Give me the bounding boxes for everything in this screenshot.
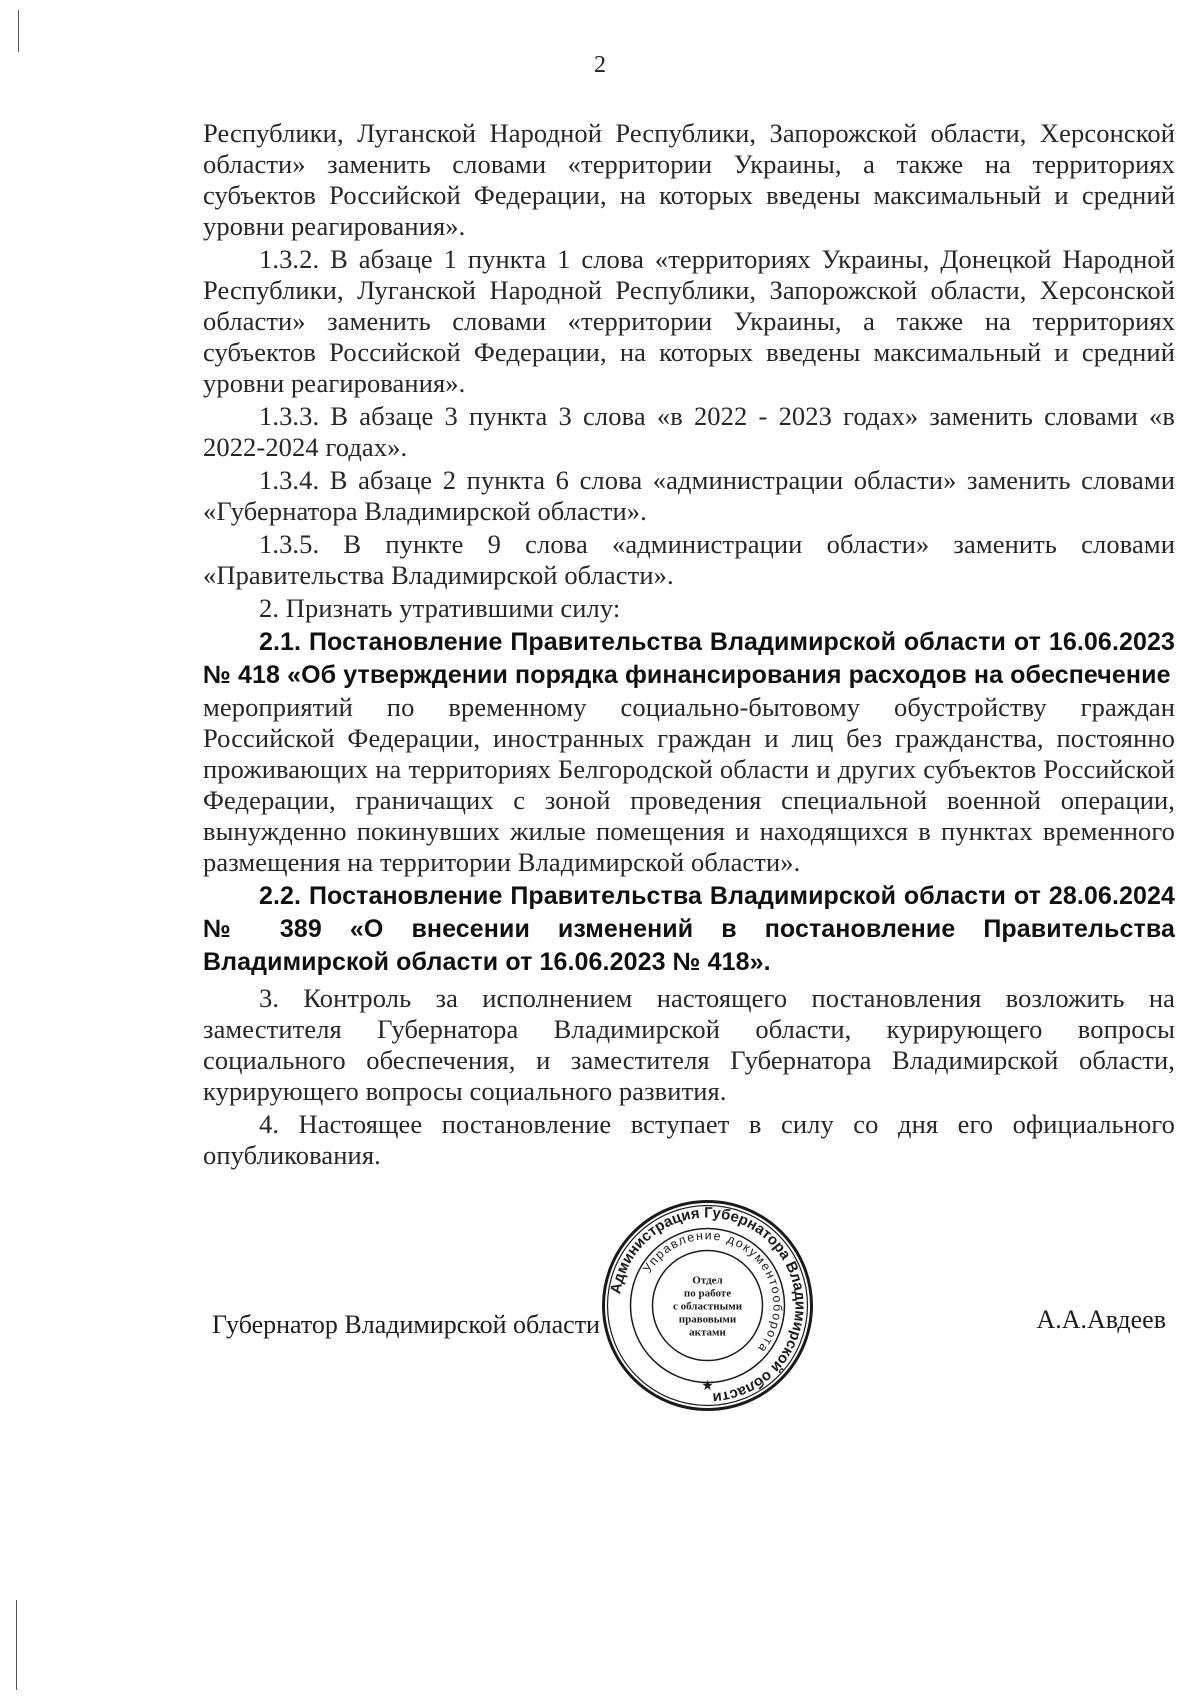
paragraph: мероприятий по временному социально-бытовому обустройству граждан Российской Федерации, иностранных граждан и лиц без гражданства, постоянно проживающих на территориях Белгородской области и других субъектов Российской Федерации, граничащих с зоной проведения специальной военной операции, вынужденно покинувших жилые помещения и находящихся в пунктах временного размещения на территории Владимирской области». bbox=[203, 692, 1175, 877]
stamp-outer-text: Администрация Губернатора Владимирской области bbox=[607, 1204, 809, 1407]
signature-name: А.А.Авдеев bbox=[1036, 1305, 1166, 1334]
stamp-center-line: правовыми bbox=[678, 1313, 737, 1326]
stamp-center-line: Отдел bbox=[692, 1274, 723, 1287]
signature-title: Губернатор Владимирской области bbox=[212, 1310, 600, 1339]
page-number: 2 bbox=[594, 52, 606, 78]
paragraph: 3. Контроль за исполнением настоящего постановления возложить на заместителя Губернатора Владимирской области, курирующего вопросы социального обеспечения, и заместителя Губернатора Владимирской области, курирующего вопросы социального развития. bbox=[203, 983, 1175, 1106]
official-stamp bbox=[600, 1198, 815, 1413]
bold-paragraph: 2.2. Постановление Правительства Владимирской области от 28.06.2024 № 389 «О внесении изменений в постановление Правительства Владимирской области от 16.06.2023 № 418». bbox=[203, 882, 1175, 976]
paragraph: 1.3.4. В абзаце 2 пункта 6 слова «администрации области» заменить словами «Губернатора Владимирской области». bbox=[203, 465, 1175, 526]
paragraph: 2. Признать утратившими силу: bbox=[259, 593, 621, 623]
stamp-graphic bbox=[600, 1198, 815, 1413]
stamp-inner-text: Управление документооборота bbox=[640, 1228, 785, 1357]
stamp-center-line: с областными bbox=[672, 1300, 743, 1313]
scan-edge-line bbox=[18, 10, 19, 52]
paragraph: 1.3.3. В абзаце 3 пункта 3 слова «в 2022 - 2023 годах» заменить словами «в 2022-2024 годах». bbox=[203, 401, 1175, 462]
paragraph: 1.3.2. В абзаце 1 пункта 1 слова «территориях Украины, Донецкой Народной Республики, Луганской Народной Республики, Запорожской области, Херсонской области» заменить словами «территории Украины, а также на территориях субъектов Российской Федерации, на которых введены максимальный и средний уровни реагирования». bbox=[203, 244, 1175, 398]
stamp-center-line: актами bbox=[689, 1326, 726, 1339]
bold-paragraph: 2.1. Постановление Правительства Владимирской области от 16.06.2023 № 418 «Об утверждении порядка финансирования расходов на обеспечение bbox=[203, 628, 1175, 689]
paragraph: 4. Настоящее постановление вступает в силу со дня его официального опубликования. bbox=[203, 1109, 1175, 1170]
stamp-center-line: по работе bbox=[683, 1287, 732, 1300]
stamp-center-text bbox=[673, 1275, 743, 1339]
paragraph: Республики, Луганской Народной Республики, Запорожской области, Херсонской области» заменить словами «территории Украины, а также на территориях субъектов Российской Федерации, на которых введены максимальный и средний уровни реагирования». bbox=[203, 118, 1175, 241]
scan-edge-line bbox=[16, 1600, 17, 1690]
document-body bbox=[203, 118, 1175, 1173]
paragraph: 1.3.5. В пункте 9 слова «администрации области» заменить словами «Правительства Владимирской области». bbox=[203, 529, 1175, 590]
stamp-star-icon: ★ bbox=[701, 1378, 714, 1394]
